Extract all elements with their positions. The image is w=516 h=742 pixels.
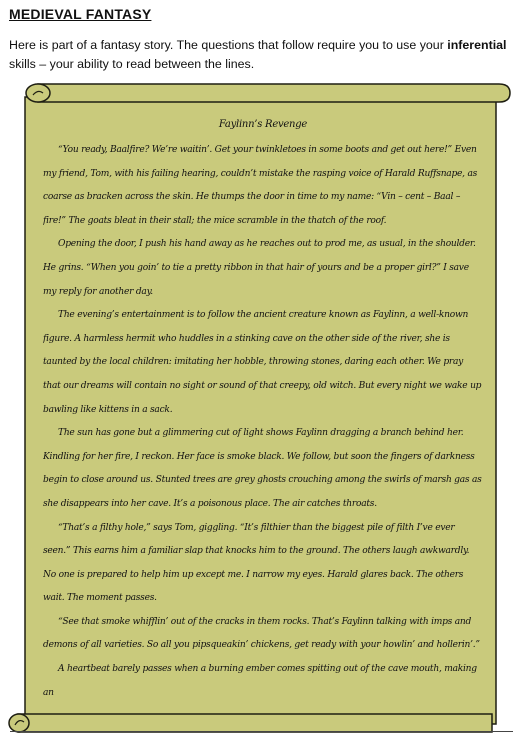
story-paragraph: “See that smoke whifflin’ out of the cracks in them rocks. That’s Faylinn talking with imps and demons of all varieties. So all you pipsqueakin’ chickens, get ready with your howlin’ and hollerin’.” [43,616,480,651]
top-roll-end [26,84,50,102]
story-paragraph: A heartbeat barely passes when a burning ember comes spitting out of the cave mouth, making an [43,664,477,698]
intro-text-start: Here is part of a fantasy story. The questions that follow require you to use your [9,38,448,52]
story-paragraph: The evening’s entertainment is to follow the ancient creature known as Faylinn, a well-known figure. A harmless hermit who huddles in a stinking cave on the other side of the river, she is taunted by the local children: imitating her hobble, throwing stones, daring each other. We pray that our dreams will contain no sight or sound of that creepy, old witch. But every night we wake up bawling like kittens in a sack. [43,310,482,415]
top-scroll-roll [38,84,510,102]
intro-bold-word: inferential [447,38,507,52]
worksheet-heading: MEDIEVAL FANTASY [9,6,152,22]
story-paragraph: “You ready, Baalfire? We’re waitin’. Get your twinkletoes in some boots and get out here!” Even my friend, Tom, with his failing hearing, couldn’t mistake the rasping voice of Harald Ruffsnape, as coarse as bracken across the skin. He thumps the door in time to my name: “Vin – cent – Baal – fire!” The goats bleat in their stall; the mice scramble in the thatch of the roof. [43,145,478,226]
story-title: Faylinn’s Revenge [218,119,308,130]
bottom-roll-end [9,714,29,732]
intro-text-end: skills – your ability to read between the lines. [9,57,255,71]
bottom-scroll-roll [18,714,492,732]
story-paragraph: “That’s a filthy hole,” says Tom, giggling. “It’s filthier than the biggest pile of filth I’ve ever seen.” This earns him a familiar slap that knocks him to the ground. The others laugh awkwardly. No one is prepared to help him up except me. I narrow my eyes. Harald glares back. The others wait. The moment passes. [43,522,470,604]
story-panel [43,117,483,707]
story-paragraph: Opening the door, I push his hand away as he reaches out to prod me, as usual, in the shoulder. He grins. “When you goin’ to tie a pretty ribbon in that hair of yours and be a proper girl?” I save my reply for another day. [43,239,476,297]
page-divider [10,731,513,732]
story-paragraph: The sun has gone but a glimmering cut of light shows Faylinn dragging a branch behind her. Kindling for her fire, I reckon. Her face is smoke black. We follow, but soon the fingers of darkness begin to close around us. Stunted trees are grey ghosts crouching among the swirls of marsh gas as she disappears into her cave. It’s a poisonous place. The air catches throats. [43,428,482,509]
